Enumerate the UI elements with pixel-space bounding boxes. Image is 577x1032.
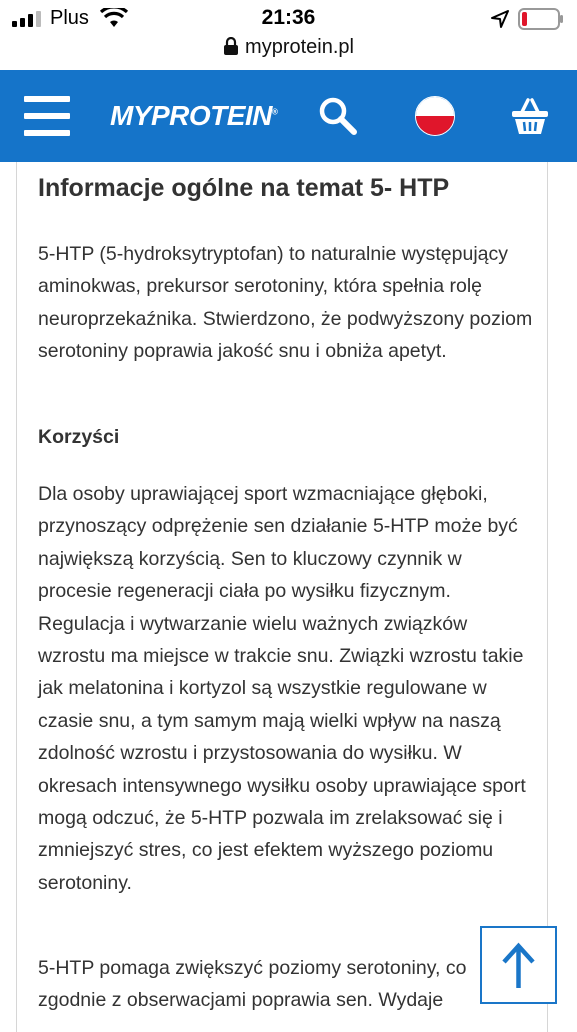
basket-icon bbox=[510, 94, 550, 138]
search-icon bbox=[318, 96, 358, 136]
search-button[interactable] bbox=[318, 96, 358, 136]
site-logo[interactable]: MYPROTEIN® bbox=[110, 100, 278, 131]
poland-flag-icon[interactable] bbox=[415, 96, 455, 136]
benefits-paragraph: Dla osoby uprawiającej sport wzmacniające głęboki, przynoszący odprężenie sen działanie 5-HTP może być największą korzyścią. Sen to kluczowy czynnik w procesie regeneracji ciała po wysiłku fizycznym. Regulacja i wytwarzanie wielu ważnych związków wzrostu ma miejsce w trakcie snu. Związki wzrostu takie jak melatonina i kortyzol są wszystkie regulowane w czasie snu, a tym samym mają wielki wpływ na naszą zdolność wzrostu i przystosowania do wysiłku. W okresach intensywnego wysiłku osoby uprawiające sport mogą odczuć, że 5-HTP pozwala im zrelaksować się i zmniejszyć stres, co jest efektem wyższego poziomu serotoniny. bbox=[38, 483, 526, 894]
scroll-to-top-button[interactable] bbox=[480, 926, 557, 1004]
location-arrow-icon bbox=[490, 9, 510, 29]
url-text: myprotein.pl bbox=[245, 36, 354, 58]
benefits-heading: Korzyści bbox=[38, 426, 120, 448]
menu-icon bbox=[24, 96, 70, 102]
arrow-up-icon bbox=[482, 928, 555, 1002]
carrier-name: Plus bbox=[50, 7, 89, 29]
basket-button[interactable] bbox=[510, 94, 550, 138]
battery-icon bbox=[518, 8, 564, 30]
address-bar[interactable] bbox=[0, 36, 577, 70]
product-description bbox=[16, 162, 548, 1032]
site-header bbox=[0, 70, 577, 162]
more-paragraph: 5-HTP pomaga zwiększyć poziomy serotoniny, co zgodnie z obserwacjami poprawia sen. Wydaje bbox=[38, 957, 467, 1012]
status-bar bbox=[0, 0, 577, 38]
lock-icon bbox=[223, 37, 239, 55]
status-time: 21:36 bbox=[261, 6, 316, 29]
menu-button[interactable] bbox=[24, 96, 70, 136]
section-title: Informacje ogólne na temat 5- HTP bbox=[38, 174, 450, 202]
intro-paragraph: 5-HTP (5-hydroksytryptofan) to naturalnie występujący aminokwas, prekursor serotoniny, która spełnia rolę neuroprzekaźnika. Stwierdzono, że podwyższony poziom serotoniny poprawia jakość snu i obniża apetyt. bbox=[38, 243, 533, 363]
